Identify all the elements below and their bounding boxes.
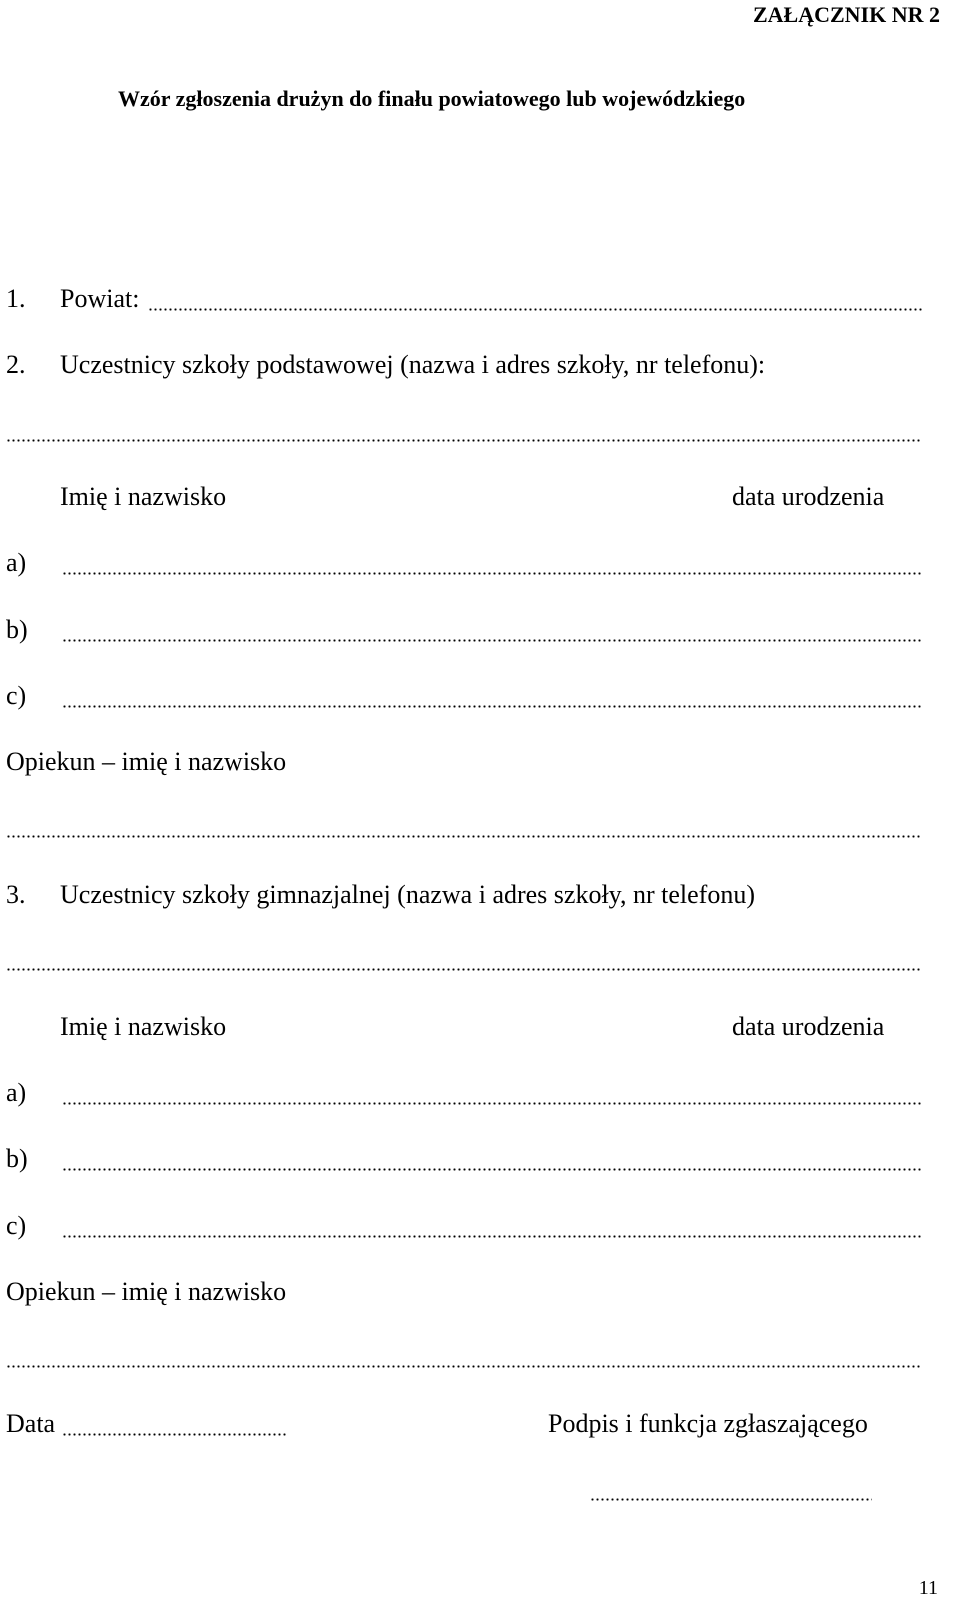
section3-col-name: Imię i nazwisko bbox=[60, 1012, 227, 1041]
section2-row-b-field[interactable] bbox=[62, 639, 922, 642]
primary-school-field[interactable] bbox=[6, 439, 922, 442]
section1-label: Powiat: bbox=[60, 284, 140, 313]
form-title: Wzór zgłoszenia drużyn do finału powiatowego lub wojewódzkiego bbox=[118, 86, 746, 111]
section2-label: Uczestnicy szkoły podstawowej (nazwa i adres szkoły, nr telefonu): bbox=[60, 350, 766, 379]
section2-row-b-label: b) bbox=[6, 615, 28, 644]
section2-guardian-field[interactable] bbox=[6, 835, 922, 838]
middle-school-field[interactable] bbox=[6, 968, 922, 971]
signature-label: Podpis i funkcja zgłaszającego bbox=[548, 1409, 868, 1438]
section3-row-a-field[interactable] bbox=[62, 1102, 922, 1105]
section3-number: 3. bbox=[6, 880, 26, 909]
section2-row-c-field[interactable] bbox=[62, 705, 922, 708]
date-label: Data bbox=[6, 1409, 56, 1438]
section3-row-c-field[interactable] bbox=[62, 1235, 922, 1238]
section3-row-b-field[interactable] bbox=[62, 1168, 922, 1171]
section2-guardian-label: Opiekun – imię i nazwisko bbox=[6, 747, 287, 776]
section2-row-a-field[interactable] bbox=[62, 572, 922, 575]
section2-col-birth: data urodzenia bbox=[732, 482, 885, 511]
section3-row-a-label: a) bbox=[6, 1078, 27, 1107]
section3-row-b-label: b) bbox=[6, 1144, 28, 1173]
section2-col-name: Imię i nazwisko bbox=[60, 482, 227, 511]
section3-row-c-label: c) bbox=[6, 1211, 27, 1240]
section2-row-a-label: a) bbox=[6, 548, 27, 577]
section3-guardian-field[interactable] bbox=[6, 1365, 922, 1368]
section3-label: Uczestnicy szkoły gimnazjalnej (nazwa i adres szkoły, nr telefonu) bbox=[60, 880, 755, 909]
county-field[interactable] bbox=[148, 308, 922, 311]
attachment-label: ZAŁĄCZNIK NR 2 bbox=[752, 2, 940, 27]
section1-number: 1. bbox=[6, 284, 26, 313]
section2-row-c-label: c) bbox=[6, 681, 27, 710]
page-number: 11 bbox=[918, 1577, 938, 1599]
section2-number: 2. bbox=[6, 350, 26, 379]
section3-col-birth: data urodzenia bbox=[732, 1012, 885, 1041]
date-field[interactable] bbox=[62, 1433, 288, 1436]
section3-guardian-label: Opiekun – imię i nazwisko bbox=[6, 1277, 287, 1306]
signature-field[interactable] bbox=[590, 1498, 872, 1501]
